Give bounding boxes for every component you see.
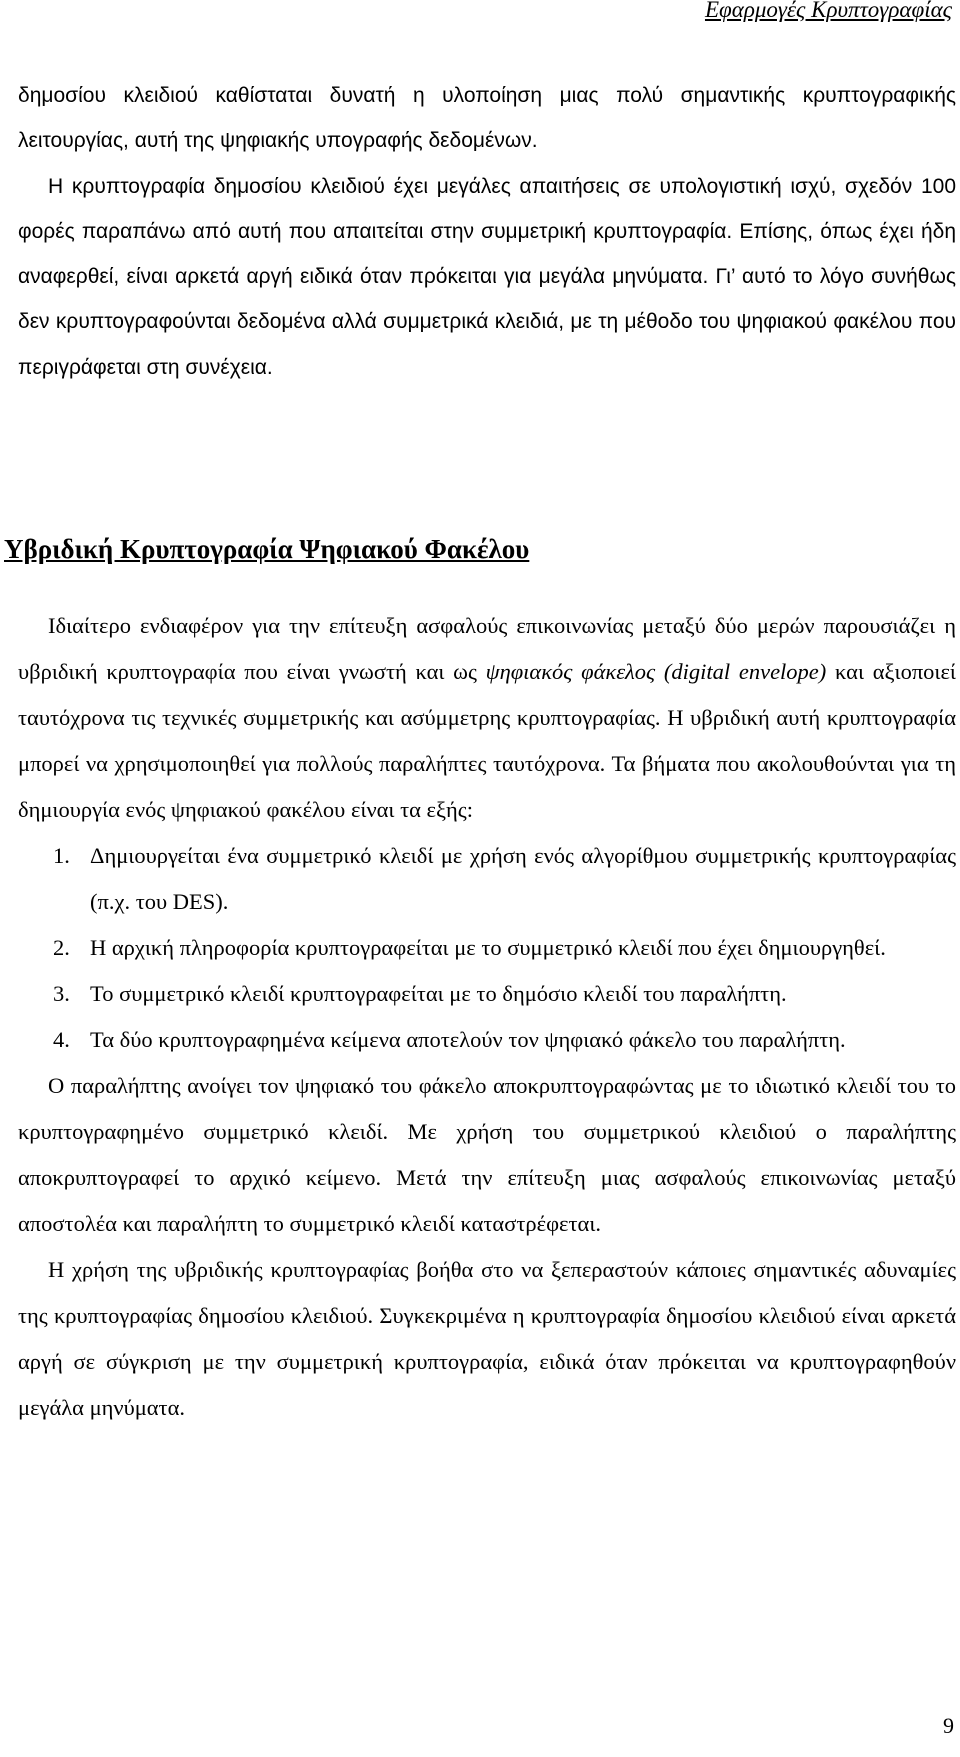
intro-paragraph-continued: δημοσίου κλειδιού καθίσταται δυνατή η υλοποίηση μιας πολύ σημαντικής κρυπτογραφικής λειτουργίας, αυτή της ψηφιακής υπογραφής δεδομένων.	[18, 84, 956, 153]
section-heading: Υβριδική Κρυπτογραφία Ψηφιακού Φακέλου	[4, 534, 530, 564]
running-header: Εφαρμογές Κρυπτογραφίας	[704, 0, 952, 22]
section-paragraph-3: Η χρήση της υβριδικής κρυπτογραφίας βοήθα στο να ξεπεραστούν κάποιες σημαντικές αδυναμίες της κρυπτογραφίας δημοσίου κλειδιού. Συγκεκριμένα η κρυπτογραφία δημοσίου κλειδιού είναι αρκετά αργή σε σύγκριση με την συμμετρική κρυπτογραφία, ειδικά όταν πρόκειται να κρυπτογραφηθούν μεγάλα μηνύματα.	[18, 1257, 956, 1420]
list-number: 4.	[53, 1027, 70, 1052]
list-number: 3.	[53, 981, 70, 1006]
intro-text	[18, 73, 956, 390]
list-item-text: Δημιουργείται ένα συμμετρικό κλειδί με χρήση ενός αλγορίθμου συμμετρικής κρυπτογραφίας (π.χ. του DES).	[90, 843, 956, 914]
list-number: 2.	[53, 935, 70, 960]
emphasis-term: ψηφιακός φάκελος (digital envelope)	[485, 659, 827, 684]
intro-paragraph: Η κρυπτογραφία δημοσίου κλειδιού έχει μεγάλες απαιτήσεις σε υπολογιστική ισχύ, σχεδόν 100 φορές παραπάνω από αυτή που απαιτείται στην συμμετρική κρυπτογραφία. Επίσης, όπως έχει ήδη αναφερθεί, είναι αρκετά αργή ειδικά όταν πρόκειται για μεγάλα μηνύματα. Γι’ αυτό το λόγο συνήθως δεν κρυπτογραφούνται δεδομένα αλλά συμμετρικά κλειδιά, με τη μέθοδο του ψηφιακού φακέλου που περιγράφεται στη συνέχεια.	[18, 174, 956, 379]
paragraph-text: Ιδιαίτερο ενδιαφέρον για την επίτευξη ασφαλούς επικοινωνίας μεταξύ δύο μερών παρουσιάζει η υβριδική κρυπτογραφία που είναι γνωστή και ως	[18, 613, 956, 684]
section-body	[18, 603, 956, 1431]
steps-list	[18, 833, 956, 1063]
list-item	[18, 1017, 956, 1063]
list-item-text: Τα δύο κρυπτογραφημένα κείμενα αποτελούν τον ψηφιακό φάκελο του παραλήπτη.	[90, 1027, 846, 1052]
list-item	[18, 925, 956, 971]
list-item-text: Η αρχική πληροφορία κρυπτογραφείται με το συμμετρικό κλειδί που έχει δημιουργηθεί.	[90, 935, 886, 960]
section-paragraph-2: Ο παραλήπτης ανοίγει τον ψηφιακό του φάκελο αποκρυπτογραφώντας με το ιδιωτικό κλειδί του το κρυπτογραφημένο συμμετρικό κλειδί. Με χρήση του συμμετρικού κλειδιού ο παραλήπτης αποκρυπτογραφεί το αρχικό κείμενο. Μετά την επίτευξη μιας ασφαλούς επικοινωνίας μεταξύ αποστολέα και παραλήπτη το συμμετρικό κλειδί καταστρέφεται.	[18, 1073, 956, 1236]
list-item	[18, 833, 956, 925]
section-paragraph-1	[18, 603, 956, 833]
paragraph-text: και αξιοποιεί ταυτόχρονα τις τεχνικές συμμετρικής και ασύμμετρης κρυπτογραφίας. Η υβριδική αυτή κρυπτογραφία μπορεί να χρησιμοποιηθεί για πολλούς παραλήπτες ταυτόχρονα. Τα βήματα που ακολουθούνται για τη δημιουργία ενός ψηφιακού φακέλου είναι τα εξής:	[18, 659, 956, 822]
list-number: 1.	[53, 843, 70, 868]
list-item-text: Το συμμετρικό κλειδί κρυπτογραφείται με το δημόσιο κλειδί του παραλήπτη.	[90, 981, 787, 1006]
list-item	[18, 971, 956, 1017]
page-number: 9	[943, 1713, 954, 1738]
